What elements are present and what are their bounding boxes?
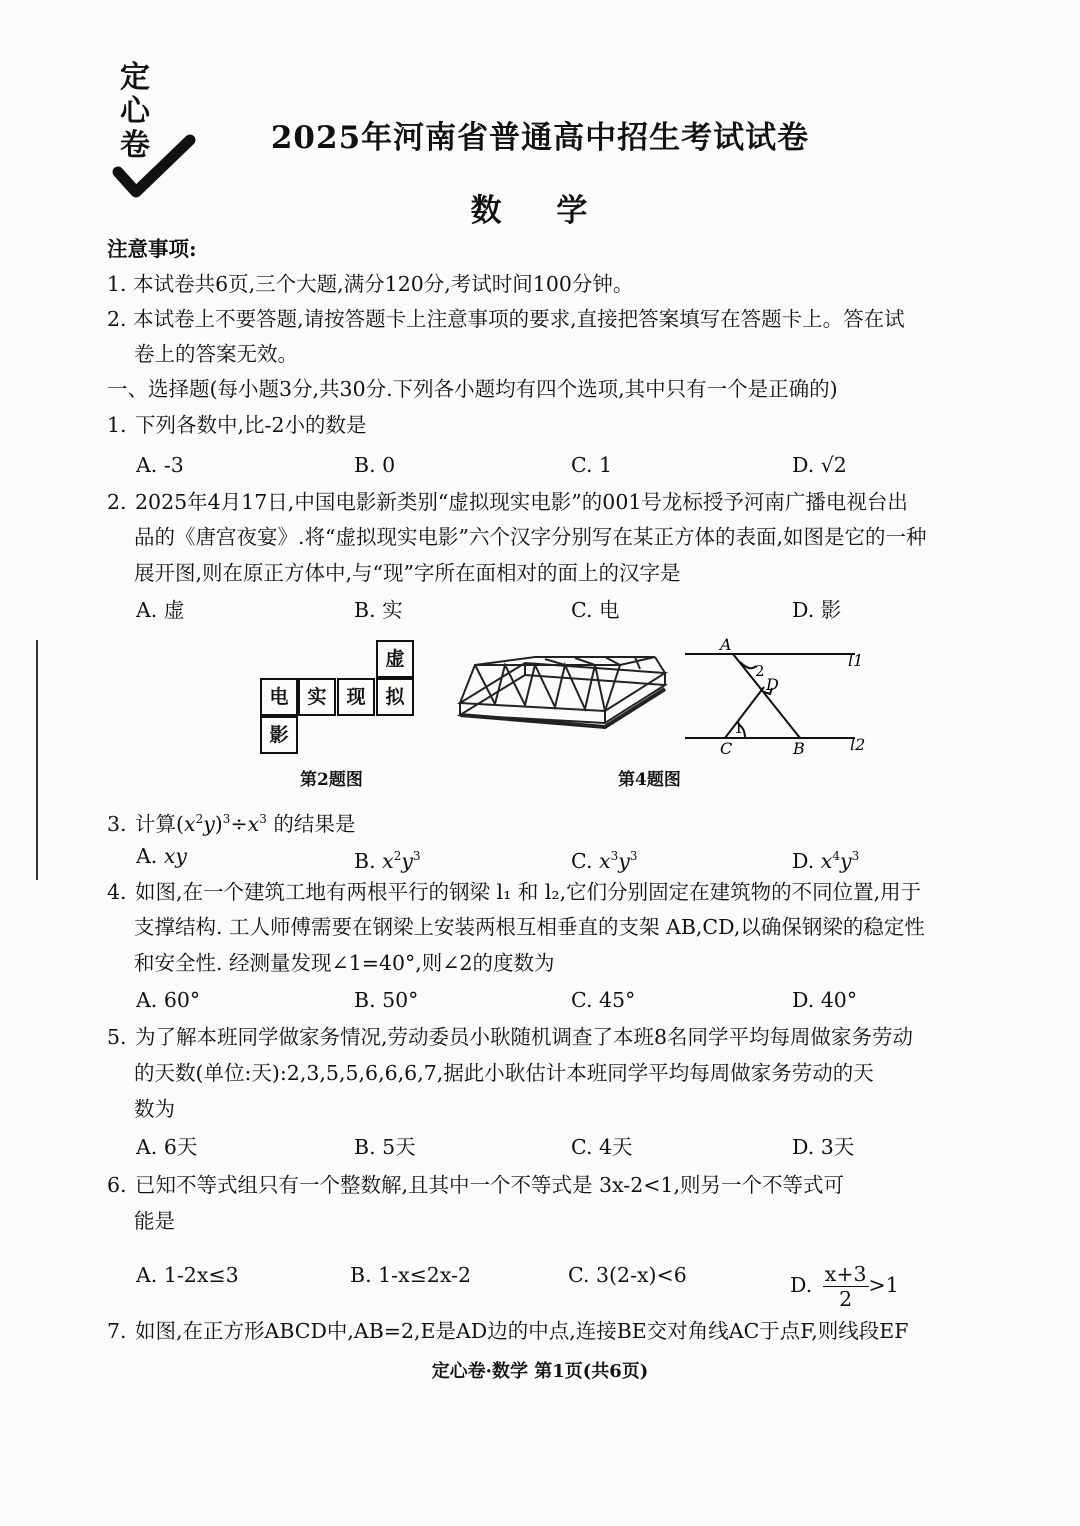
question-text: 计算 xyxy=(135,811,176,836)
net-cell: 电 xyxy=(260,678,298,716)
subject-title: 数 学 xyxy=(470,193,610,229)
question-7 xyxy=(107,1318,908,1344)
figure-caption: 第2题图 xyxy=(300,770,363,790)
question-text: 的天数(单位:天):2,3,5,5,6,6,6,7,据此小耿估计本班同学平均每周做家务劳动的天 xyxy=(134,1061,874,1085)
option-a: A. -3 xyxy=(136,453,184,477)
point-label: A xyxy=(720,635,732,654)
option-a: A. 60° xyxy=(136,988,201,1012)
option-a: A. 6天 xyxy=(136,1135,198,1159)
option-b: B. 50° xyxy=(354,988,419,1012)
question-text: 和安全性. 经测量发现∠1=40°,则∠2的度数为 xyxy=(134,951,555,975)
truss-bridge-image xyxy=(455,645,670,745)
notes-heading: 注意事项: xyxy=(107,237,197,261)
option-d: D. 3天 xyxy=(792,1135,855,1159)
option-c: C. 1 xyxy=(571,453,613,477)
option-d: D. √2 xyxy=(792,453,847,477)
option-c: C. 3(2-x)<6 xyxy=(568,1263,687,1287)
angle-label: 1 xyxy=(734,719,744,737)
question-number: 3. xyxy=(107,811,127,836)
question-text: 品的《唐宫夜宴》.将“虚拟现实电影”六个汉字分别写在某正方体的表面,如图是它的一种 xyxy=(134,525,927,549)
question-4 xyxy=(107,879,921,905)
page-title: 2025年河南省普通高中招生考试试卷 xyxy=(270,120,810,156)
option-d: D. 40° xyxy=(792,988,858,1012)
net-cell: 拟 xyxy=(376,678,414,716)
question-1 xyxy=(107,412,367,438)
question-number: 6. xyxy=(107,1173,127,1197)
figure-caption: 第4题图 xyxy=(618,770,681,790)
question-text: 下列各数中,比-2小的数是 xyxy=(135,413,367,437)
question-text: 支撑结构. 工人师傅需要在钢梁上安装两根互相垂直的支架 AB,CD,以确保钢梁的稳定性 xyxy=(134,915,925,939)
note-item: 卷上的答案无效。 xyxy=(134,342,298,366)
net-cell: 实 xyxy=(298,678,336,716)
question-text: 的结果是 xyxy=(273,811,356,836)
point-label: C xyxy=(720,739,733,758)
question-number: 4. xyxy=(107,880,127,904)
net-cell: 影 xyxy=(260,716,298,754)
question-text: 2025年4月17日,中国电影新类别“虚拟现实电影”的001号龙标授予河南广播电视台出 xyxy=(135,490,908,514)
inequality-tail: >1 xyxy=(868,1273,899,1297)
question-3 xyxy=(107,806,355,837)
stamp-char: 心 xyxy=(120,94,150,129)
parallel-lines-figure xyxy=(680,632,880,762)
option-a: A. 虚 xyxy=(136,598,185,622)
option-c: C. 45° xyxy=(571,988,636,1012)
option-b: B. 5天 xyxy=(354,1135,416,1159)
option-b: B. 1-x≤2x-2 xyxy=(350,1263,472,1287)
question-text: 如图,在一个建筑工地有两根平行的钢梁 l₁ 和 l₂,它们分别固定在建筑物的不同位置,用于 xyxy=(135,880,922,904)
question-5 xyxy=(107,1024,913,1050)
scan-edge-line xyxy=(36,640,38,880)
question-text: 已知不等式组只有一个整数解,且其中一个不等式是 3x-2<1,则另一个不等式可 xyxy=(135,1173,844,1197)
math-expression: $(x^2y)^3\div x^3$ xyxy=(176,811,267,836)
option-d: D. 影 xyxy=(792,598,842,622)
fraction xyxy=(823,1262,869,1311)
question-text: 如图,在正方形ABCD中,AB=2,E是AD边的中点,连接BE交对角线AC于点F,则线段EF xyxy=(135,1319,909,1343)
question-6 xyxy=(107,1172,844,1198)
option-a: A. xy xyxy=(136,844,188,868)
section-heading: 一、选择题(每小题3分,共30分.下列各小题均有四个选项,其中只有一个是正确的) xyxy=(107,377,838,401)
note-item: 2. 本试卷上不要答题,请按答题卡上注意事项的要求,直接把答案填写在答题卡上。答在试 xyxy=(107,307,905,331)
note-item: 1. 本试卷共6页,三个大题,满分120分,考试时间100分钟。 xyxy=(107,272,634,296)
option-c: C. $x^3y^3$ xyxy=(571,848,638,873)
page-footer: 定心卷·数学 第1页(共6页) xyxy=(431,1361,649,1382)
stamp-char: 卷 xyxy=(120,128,150,163)
option-d: D. $x^4y^3$ xyxy=(792,848,860,873)
line-label: l1 xyxy=(848,651,864,670)
question-number: 2. xyxy=(107,490,127,514)
line-label: l2 xyxy=(850,735,866,754)
question-text: 能是 xyxy=(134,1209,175,1233)
option-b: B. 0 xyxy=(354,453,396,477)
question-number: 7. xyxy=(107,1319,127,1343)
stamp-char: 定 xyxy=(120,60,150,95)
point-label: B xyxy=(793,739,805,758)
question-text: 展开图,则在原正方体中,与“现”字所在面相对的面上的汉字是 xyxy=(134,561,681,585)
question-2 xyxy=(107,489,908,515)
question-text: 为了解本班同学做家务情况,劳动委员小耿随机调查了本班8名同学平均每周做家务劳动 xyxy=(135,1025,914,1049)
question-number: 5. xyxy=(107,1025,127,1049)
question-number: 1. xyxy=(107,413,127,437)
cube-net-figure xyxy=(260,640,420,760)
net-cell: 现 xyxy=(337,678,375,716)
option-b: B. 实 xyxy=(354,598,403,622)
option-c: C. 4天 xyxy=(571,1135,633,1159)
option-c: C. 电 xyxy=(571,598,620,622)
question-text: 数为 xyxy=(134,1097,175,1121)
option-b: B. $x^2y^3$ xyxy=(354,848,421,873)
denominator: 2 xyxy=(839,1287,853,1311)
option-a: A. 1-2x≤3 xyxy=(136,1263,239,1287)
option-d: D. $\frac{x+3}{2}$ >1 xyxy=(790,1262,899,1311)
numerator: x+3 xyxy=(824,1262,867,1286)
point-label: D xyxy=(766,675,779,694)
net-cell: 虚 xyxy=(376,640,414,678)
angle-label: 2 xyxy=(755,662,765,680)
